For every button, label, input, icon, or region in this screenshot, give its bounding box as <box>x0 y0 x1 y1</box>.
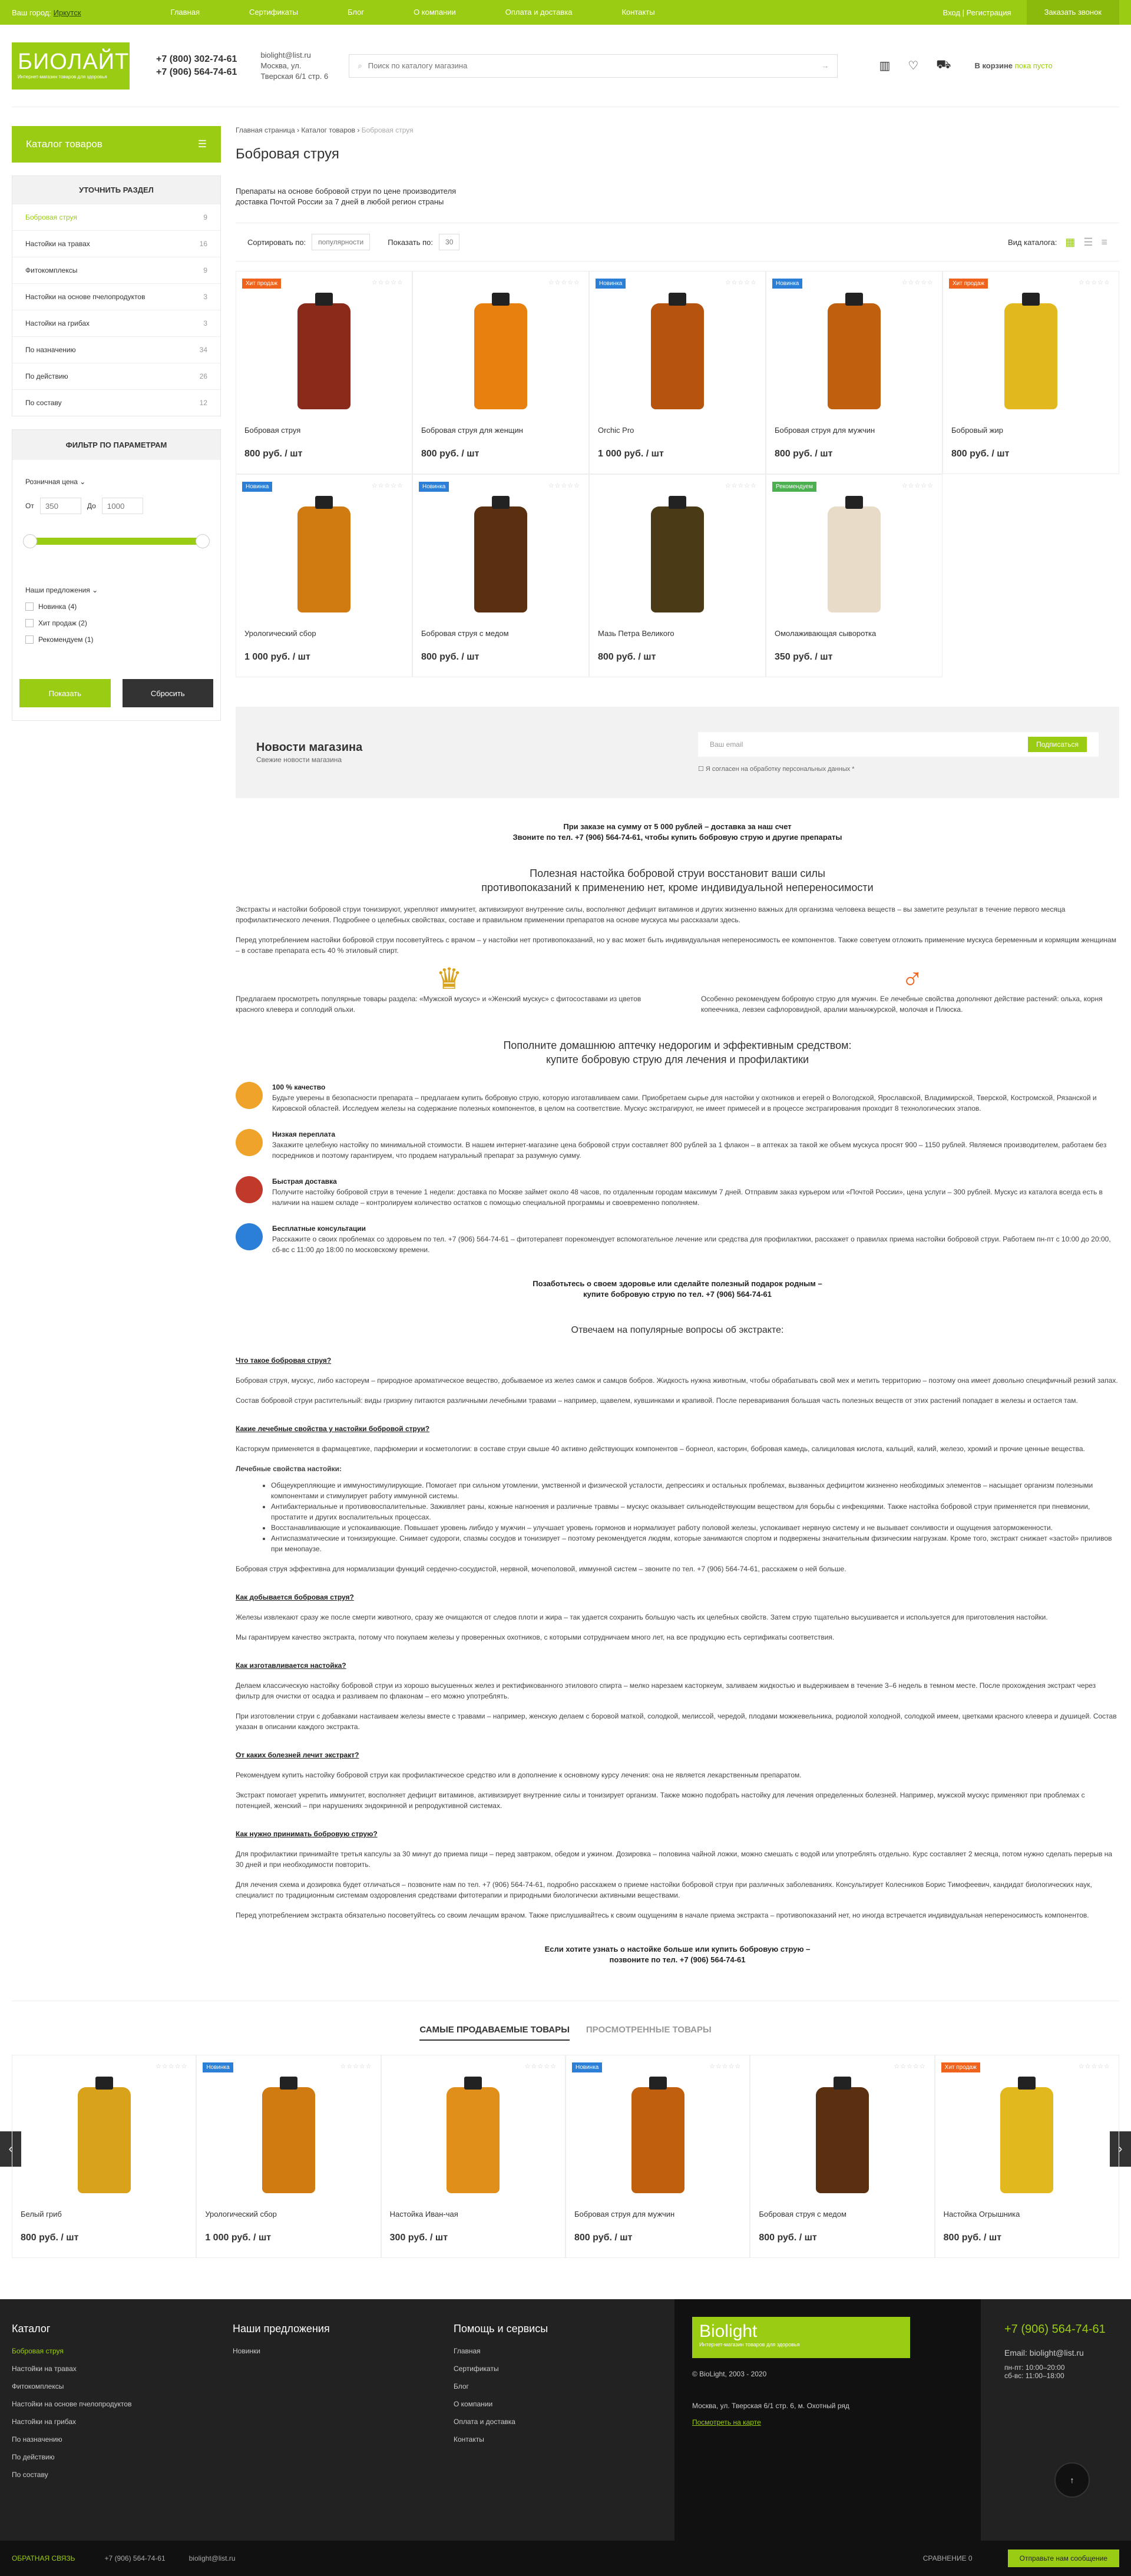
email[interactable]: biolight@list.ru <box>260 50 311 59</box>
header <box>12 25 1119 107</box>
price-slider[interactable] <box>25 538 207 545</box>
nav-home[interactable]: Главная <box>170 8 200 16</box>
nav-certificates[interactable]: Сертификаты <box>249 8 298 16</box>
product-card[interactable] <box>566 2055 750 2258</box>
product-name[interactable]: Бобровая струя для мужчин <box>775 426 875 435</box>
product-name[interactable]: Бобровая струя с медом <box>759 2210 846 2219</box>
login-link[interactable]: Вход | Регистрация <box>943 8 1011 17</box>
filter-title: ФИЛЬТР ПО ПАРАМЕТРАМ <box>12 430 220 460</box>
offers-toggle[interactable]: Наши предложения ⌄ <box>25 586 98 594</box>
product-image[interactable] <box>574 2081 741 2199</box>
rating-stars-icon: ☆☆☆☆☆ <box>371 279 404 286</box>
product-name[interactable]: Orchic Pro <box>598 426 634 435</box>
rating-stars-icon: ☆☆☆☆☆ <box>548 279 580 286</box>
product-price: 800 руб. / шт <box>21 2233 79 2243</box>
address: Москва, ул. Тверская 6/1 стр. 6 <box>260 61 329 81</box>
filter-panel: ФИЛЬТР ПО ПАРАМЕТРАМ Розничная цена ⌄ От 350 До 1000 Наши предложения ⌄ Новинка (4) Хит продаж (2) Рекомендуем (1) Показать Сбросить <box>12 429 221 721</box>
grid-view-icon[interactable]: ▦ <box>1065 236 1076 248</box>
menu-icon: ☰ <box>197 138 207 150</box>
search-icon: ⌕ <box>358 61 362 70</box>
rating-stars-icon: ☆☆☆☆☆ <box>156 2063 188 2070</box>
product-price: 800 руб. / шт <box>421 449 479 459</box>
rating-stars-icon: ☆☆☆☆☆ <box>340 2063 372 2070</box>
sort-select[interactable]: популярности <box>312 234 370 250</box>
footer-contacts: +7 (906) 564-74-61 Email: biolight@list.ru пн-пт: 10:00–20:00 сб-вс: 11:00–18:00 ↑ <box>981 2323 1106 2541</box>
product-price: 800 руб. / шт <box>574 2233 633 2243</box>
compare-button[interactable]: СРАВНЕНИЕ 0 <box>922 2554 973 2562</box>
crown-icon: ♛ <box>436 962 462 995</box>
product-price: 350 руб. / шт <box>775 652 833 662</box>
product-price: 800 руб. / шт <box>421 652 479 662</box>
product-price: 800 руб. / шт <box>951 449 1010 459</box>
carousel-prev-icon[interactable]: ‹ <box>0 2131 21 2167</box>
product-image[interactable] <box>244 297 404 415</box>
footer-email[interactable]: Email: biolight@list.ru <box>1004 2348 1084 2358</box>
slider-handle-min[interactable] <box>23 534 37 548</box>
rating-stars-icon: ☆☆☆☆☆ <box>1078 2063 1110 2070</box>
bottom-bar <box>0 2541 1131 2576</box>
per-page-select[interactable]: 30 <box>439 234 459 250</box>
price-from-input[interactable] <box>40 498 81 514</box>
chevron-down-icon: ⌄ <box>80 478 86 486</box>
product-image[interactable] <box>244 501 404 618</box>
sidebar-item-herbs[interactable]: Настойки на травах 16 <box>12 230 220 257</box>
product-badge: Хит продаж <box>949 279 988 289</box>
city-selector[interactable]: Ваш город: Иркутск <box>12 8 81 17</box>
subscribe-button[interactable]: Подписаться <box>1028 737 1087 752</box>
search-input[interactable] <box>368 61 822 70</box>
tab-bestsellers[interactable]: САМЫЕ ПРОДАВАЕМЫЕ ТОВАРЫ <box>419 2025 570 2041</box>
rating-stars-icon: ☆☆☆☆☆ <box>901 279 934 286</box>
phones <box>156 53 237 79</box>
product-card[interactable] <box>12 2055 196 2258</box>
news-title: Новости магазина <box>256 741 363 754</box>
product-grid <box>236 271 1119 677</box>
page-description: Препараты на основе бобровой струи по цене производителя доставка Почтой России за 7 дней в любой регион страны <box>236 187 457 206</box>
product-name[interactable]: Настойка Огрышника <box>943 2210 1020 2219</box>
product-price: 1 000 руб. / шт <box>244 652 310 662</box>
rating-stars-icon: ☆☆☆☆☆ <box>725 279 757 286</box>
feature-quality: 100 % качество Будьте уверены в безопасности препарата – предлагаем купить бобровую струю, которую изготавливаем сами. Приобретаем сырье для настойки у охотников и егерей о Вологодской, Ярославской, Владимирской, Тверской, Костромской, Рязанской и Кировской областей. Исследуем железы на содержание полезных компонентов, в целом на соответствие. Мускус экстрагируют, не имеет примесей и в процессе экстрагирования проходит 8 технологических этапов. <box>236 1082 1119 1114</box>
product-card[interactable] <box>236 271 412 474</box>
product-card[interactable] <box>589 271 766 474</box>
scroll-up-icon[interactable]: ↑ <box>1054 2462 1090 2498</box>
product-price: 800 руб. / шт <box>943 2233 1002 2243</box>
product-image[interactable] <box>775 297 934 415</box>
email-input[interactable]: Ваш email <box>710 740 743 749</box>
rating-stars-icon: ☆☆☆☆☆ <box>709 2063 742 2070</box>
price-to-input[interactable] <box>102 498 143 514</box>
sidebar-item-action[interactable]: По действию 26 <box>12 363 220 389</box>
product-name[interactable]: Бобровая струя для женщин <box>421 426 523 435</box>
sidebar-item-phyto[interactable]: Фитокомплексы 9 <box>12 257 220 283</box>
price-icon <box>236 1129 263 1156</box>
product-name[interactable]: Бобровый жир <box>951 426 1003 435</box>
rating-stars-icon: ☆☆☆☆☆ <box>371 482 404 489</box>
callback-button[interactable]: Заказать звонок <box>1027 0 1119 25</box>
product-price: 800 руб. / шт <box>244 449 303 459</box>
slider-handle-max[interactable] <box>196 534 210 548</box>
product-image[interactable] <box>598 501 757 618</box>
seo-text: При заказе на сумму от 5 000 рублей – доставка за наш счет Звоните по тел. +7 (906) 564-74-61, чтобы купить бобровую струю и другие препараты Полезная настойка бобровой струи восстановит ваши силы противопоказаний к применению нет, кроме индивидуальной непереносимости Экстракты и настойки бобровой струи тонизируют, укрепляют иммунитет, активизируют внутренние силы, восполняют дефицит витаминов и других жизненно важных для организма человека веществ – вы заметите результат в течение первого месяца профилактического лечения. Подробнее о целебных свойствах, составе и правильном применении препаратов на основе мускуса мы рассказали здесь. Перед употреблением настойки бобровой струи посоветуйтесь с врачом – у настойки нет противопоказаний, но у вас может быть индивидуальная непереносимость ее компонентов. Также советуем отложить применение мускуса беременным и кормящим женщинам – в составе препарата есть 40 % этиловый спирт. ♛ Предлагаем просмотреть популярные товары раздела: «Мужской мускус» и «Женский мускус» с фитосоставами из цветов красного клевера и соплодий ольхи. ♂ Особенно рекомендуем бобровую струю для мужчин. Ее лечебные свойства дополняют действие растений: ольха, корня копеечника, левзеи сафлоровидной, аралии маньчжурской, молочая и Плюска. Пополните домашнюю аптечку недорогим и эффективным средством: купите бобровую струю для лечения и профилактики 100 % качество Будьте уверены в безопасности препарата – предлагаем купить бобровую струю, которую изготавливаем сами. Приобретаем сырье для настойки у охотников и егерей о Вологодской, Ярославской, Владимирской, Тверской, Костромской, Рязанской и Кировской областей. Исследуем железы на содержание полезных компонентов, в целом на соответствие. Мускус экстрагируют, не имеет примесей и в процессе экстрагирования проходит 8 технологических этапов. Низкая переплата Закажите целебную настойку по минимальной стоимости. В нашем интернет-магазине цена бобровой струи составляет 800 рублей за 1 флакон – в аптеках за такой же объем мускуса просят 900 – 1150 рублей. Являемся производителем, работаем без посредников и поэтому гарантируем, что продаем натуральный препарат за разумную сумму. Быстрая доставка Получите настойку бобровой струи в течение 1 недели: доставка по Москве займет около 48 часов, по отдаленным городам максимум 7 дней. Отправим заказ курьером или «Почтой России», цена услуги – 300 рублей. Мускус из каталога всегда есть в наличии на нашем складе – контролируем количество остатков с помощью специальной программы и своевременно пополняем. Бесплатные консультации Расскажите о своих проблемах со здоровьем по тел. +7 (906) 564-74-61 – фитотерапевт порекомендует вспомогательное лечение или средства для профилактики, расскажет о правилах приема настойки бобровой струи. Работаем пн-пт с 10:00 до 20:00, сб-вс с 11:00 до 18:00 по московскому времени. Позаботьтесь о своем здоровье или сделайте полезный подарок родным – купите бобровую струю по тел. +7 (906) 564-74-61 Отвечаем на популярные вопросы об экстракте: Что такое бобровая струя? Бобровая струя, мускус, либо кастореум – природное ароматическое вещество, добываемое из желез самок и самцов бобров. Жидкость нужна животным, чтобы обрабатывать свой мех и метить территорию – поэтому она имеет довольно специфичный резкий запах. Состав бобровой струи растительный: виды гризрину питаются различными лечебными травами – например, щавелем, кувшинками и крапивой. После переваривания большая часть полезных веществ от этих растений попадает в железы и остается там. Какие лечебные свойства у настойки бобровой струи? Касторкум применяется в фармацевтике, парфюмерии и косметологии: в составе струи свыше 40 активно действующих компонентов – борнеол, касторин, бобровая камедь, салициловая кислота, кальций, калий, железо, хромий и прочие ценные вещества. Лечебные свойства настойки: • Общеукрепляющие и иммуностимулирующие. Помогает при сильном утомлении, умственной и физической усталости, депрессиях и остальных проблемах, вызванных дефицитом жизненно необходимых элементов – насыщает организм полезными компонентами и стимулирует работу иммунной системы. • Антибактериальные и противовоспалительные. Заживляет раны, кожные нагноения и различные травмы – мускус оказывает сильнодействующим веществом для борьбы с инфекциями. Также настойка бобровой струи применяется при пневмонии, простатите и других воспалительных процессах. • Восстанавливающие и успокаивающие. Повышает уровень либидо у мужчин – улучшает уровень гормонов и нормализует работу половой железы, успокаивает нервную систему и не вызывает сонливости и ощущения заторможенности. • Антиспазматические и тонизирующие. Снимает судороги, спазмы сосудов и тонизирует – поэтому рекомендуется людям, которые занимаются спортом и подвержены значительным физическим нагрузкам. Кроме того, экстракт снижает «застой» приливов при менопаузе. Бобровая струя эффективна для нормализации функций сердечно-сосудистой, нервной, мочеполовой, иммунной систем – звоните по тел. +7 (906) 564-74-61, расскажем о ней больше. Как добывается бобровая струя? Железы извлекают сразу же после смерти животного, сразу же очищаются от следов плоти и жира – так удается сохранить большую часть их целебных свойств. Затем струю тщательно высушивается и используется для приготовления настойки. Мы гарантируем качество экстракта, потому что покупаем железы у проверенных охотников, с которыми сотрудничаем много лет, на все продукцию есть сертификаты соответствия. Как изготавливается настойка? Делаем классическую настойку бобровой струи из хорошо высушенных желез и ректификованного этилового спирта – мелко нарезаем касторкеум, заливаем жидкостью и выдерживаем в течение 3–6 недель в темном месте. После прохождения экстракт через фильтр для очистки от осадка и разливаем по флаконам – его можно употреблять. При изготовлении струи с добавками настаиваем железы вместе с травами – например, женскую делаем с боровой маткой, солодкой, мелиссой, чередой, плодами можжевельника, родиолой холодной, солодкой имеем, цветками красного клевера и душицей. Состав указан в описании каждого экстракта. От каких болезней лечит экстракт? Рекомендуем купить настойку бобровой струи как профилактическое средство или в дополнение к основному курсу лечения: она не является лекарственным препаратом. Экстракт помогает укрепить иммунитет, восполняет дефицит витаминов, активизирует внутренние силы и тонизирует организм. Также можно подобрать настойку для лечения определенных болезней. Например, мужской мускус применяют при проблемах с потенцией, женский – при нарушениях эндокринной и репродуктивной системах. Как нужно принимать бобровую струю? Для профилактики принимайте третья капсулы за 30 минут до приема пищи – перед завтраком, обедом и ужином. Дозировка – половина чайной ложки, можно смешать с водой или употреблять отдельно. Курс составляет 2 месяца, потом нужно сделать перерыв на 30 дней и при необходимости повторить. Для лечения схема и дозировка будет отличаться – позвоните нам по тел. +7 (906) 564-74-61, подробно расскажем о приеме настойки бобровой струи при различных заболеваниях. Консультирует Колесников Борис Тимофеевич, кандидат биологических наук, специалист по традиционным системам оздоровления средствами фитотерапии и природными биологически активными веществами. Перед употреблением экстракта обязательно посоветуйтесь со своим лечащим врачом. Также прислушивайтесь к своим ощущениям в начале приема экстракта – противопоказаний нет, но иногда встречается индивидуальная непереносимость компонентов. Если хотите узнать о настойке больше или купить бобровую струю – позвоните по тел. +7 (906) 564-74-61 <box>236 822 1119 1965</box>
product-image[interactable] <box>759 2081 925 2199</box>
show-button[interactable]: Показать <box>19 679 111 707</box>
sidebar <box>12 126 221 1965</box>
breadcrumb: Главная страница › Каталог товаров › Бобровая струя <box>236 126 414 134</box>
product-name[interactable]: Урологический сбор <box>205 2210 277 2219</box>
product-image[interactable] <box>421 297 580 415</box>
product-name[interactable]: Мазь Петра Великого <box>598 629 674 638</box>
refine-title: УТОЧНИТЬ РАЗДЕЛ <box>12 176 220 204</box>
feature-consult: Бесплатные консультации Расскажите о своих проблемах со здоровьем по тел. +7 (906) 564-74-61 – фитотерапевт порекомендует вспомогательное лечение или средства для профилактики, расскажет о правилах приема настойки бобровой струи. Работаем пн-пт с 10:00 до 20:00, сб-вс с 11:00 до 18:00 по московскому времени. <box>236 1223 1119 1255</box>
product-card[interactable] <box>196 2055 381 2258</box>
product-card[interactable] <box>766 474 943 677</box>
product-badge: Новинка <box>242 482 272 492</box>
checkbox-recommend[interactable]: Рекомендуем (1) <box>25 635 207 644</box>
product-badge: Новинка <box>203 2062 233 2072</box>
sidebar-item-beaver[interactable]: Бобровая струя 9 <box>12 204 220 230</box>
product-image[interactable] <box>421 501 580 618</box>
product-card[interactable] <box>943 271 1119 474</box>
phone-2[interactable]: +7 (906) 564-74-61 <box>156 67 237 77</box>
product-badge: Хит продаж <box>941 2062 980 2072</box>
delivery-icon <box>236 1176 263 1203</box>
nav-delivery[interactable]: Оплата и доставка <box>505 8 573 16</box>
checkbox-new[interactable]: Новинка (4) <box>25 602 207 611</box>
product-image[interactable] <box>951 297 1110 415</box>
product-name[interactable]: Урологический сбор <box>244 629 316 638</box>
compare-icon[interactable]: ▥ <box>879 59 891 72</box>
product-card[interactable] <box>935 2055 1119 2258</box>
product-price: 800 руб. / шт <box>598 652 656 662</box>
list-view-icon[interactable]: ☰ <box>1083 236 1093 248</box>
nav-about[interactable]: О компании <box>414 8 456 16</box>
product-price: 800 руб. / шт <box>759 2233 817 2243</box>
consult-icon <box>236 1223 263 1250</box>
product-image[interactable] <box>775 501 934 618</box>
top-nav <box>146 0 680 25</box>
table-view-icon[interactable]: ≡ <box>1101 236 1107 248</box>
rating-stars-icon: ☆☆☆☆☆ <box>725 482 757 489</box>
message-button[interactable]: Отправьте нам сообщение <box>1008 2549 1119 2567</box>
product-card[interactable] <box>589 474 766 677</box>
logo[interactable]: БИОЛАЙТ Интернет-магазин товаров для здоровья <box>12 42 130 90</box>
quality-icon <box>236 1082 263 1109</box>
product-price: 800 руб. / шт <box>775 449 833 459</box>
sidebar-item-purpose[interactable]: По назначению 34 <box>12 336 220 363</box>
main-content <box>236 126 1119 1965</box>
product-badge: Рекомендуем <box>772 482 816 492</box>
price-toggle[interactable]: Розничная цена ⌄ <box>25 478 86 486</box>
carousel-next-icon[interactable]: › <box>1110 2131 1131 2167</box>
product-image[interactable] <box>205 2081 372 2199</box>
rating-stars-icon: ☆☆☆☆☆ <box>524 2063 557 2070</box>
sidebar-item-bee[interactable]: Настойки на основе пчелопродуктов 3 <box>12 283 220 310</box>
bottom-phone[interactable]: +7 (906) 564-74-61 <box>104 2554 166 2562</box>
heart-icon[interactable]: ♡ <box>908 59 919 72</box>
product-badge: Хит продаж <box>242 279 281 289</box>
product-badge: Новинка <box>596 279 626 289</box>
product-name[interactable]: Настойка Иван-чая <box>389 2210 458 2219</box>
footer-logo-block: Biolight Интернет-магазин товаров для здоровья © BioLight, 2003 - 2020 Москва, ул. Тверская 6/1 стр. 6, м. Охотный ряд Посмотреть на карте <box>674 2299 981 2541</box>
catalog-button[interactable]: Каталог товаров ☰ <box>12 126 221 163</box>
agree-checkbox[interactable]: ☐ Я согласен на обработку персональных данных * <box>698 766 855 773</box>
map-link[interactable]: Посмотреть на карте <box>692 2418 761 2426</box>
cart-status[interactable]: В корзине пока пусто <box>974 61 1053 70</box>
footer-logo[interactable]: Biolight Интернет-магазин товаров для здоровья <box>692 2317 910 2358</box>
news-subtitle: Свежие новости магазина <box>256 756 342 764</box>
product-name[interactable]: Бобровая струя с медом <box>421 629 509 638</box>
footer-help: Помощь и сервисы Главная Сертификаты Блог О компании Оплата и доставка Контакты <box>454 2323 548 2443</box>
product-image[interactable] <box>598 297 757 415</box>
feature-delivery: Быстрая доставка Получите настойку бобровой струи в течение 1 недели: доставка по Москве займет около 48 часов, по отдаленным городам максимум 7 дней. Отправим заказ курьером или «Почтой России», цена услуги – 300 рублей. Мускус из каталога всегда есть в наличии на нашем складе – контролируем количество остатков с помощью специальной программы и своевременно пополняем. <box>236 1176 1119 1208</box>
product-name[interactable]: Бобровая струя для мужчин <box>574 2210 675 2219</box>
search-box <box>349 54 838 78</box>
reset-button[interactable]: Сбросить <box>123 679 214 707</box>
footer-catalog: Каталог Бобровая струя Настойки на травах Фитокомплексы Настойки на основе пчелопродуктов Настойки на грибах По назначению По действию По составу <box>12 2323 132 2479</box>
product-price: 1 000 руб. / шт <box>598 449 664 459</box>
rating-stars-icon: ☆☆☆☆☆ <box>894 2063 926 2070</box>
product-card[interactable] <box>766 271 943 474</box>
contact-info <box>260 50 331 82</box>
refine-section <box>12 176 221 416</box>
top-bar <box>0 0 1131 25</box>
product-name[interactable]: Бобровая струя <box>244 426 301 435</box>
product-image[interactable] <box>21 2081 187 2199</box>
product-badge: Новинка <box>572 2062 602 2072</box>
arrow-right-icon[interactable]: → <box>821 61 829 70</box>
checkbox-hit[interactable]: Хит продаж (2) <box>25 619 207 627</box>
cart-icon[interactable]: ⛟ <box>936 58 951 71</box>
product-card[interactable] <box>750 2055 934 2258</box>
product-badge: Новинка <box>419 482 449 492</box>
product-price: 300 руб. / шт <box>389 2233 448 2243</box>
product-image[interactable] <box>944 2081 1110 2199</box>
nav-contacts[interactable]: Контакты <box>621 8 655 16</box>
product-card[interactable] <box>381 2055 566 2258</box>
product-card[interactable] <box>412 474 589 677</box>
rating-stars-icon: ☆☆☆☆☆ <box>1078 279 1110 286</box>
product-badge: Новинка <box>772 279 802 289</box>
product-card[interactable] <box>412 271 589 474</box>
rating-stars-icon: ☆☆☆☆☆ <box>548 482 580 489</box>
bottom-email[interactable]: biolight@list.ru <box>188 2554 236 2562</box>
bestseller-carousel <box>8 2055 1123 2258</box>
rating-stars-icon: ☆☆☆☆☆ <box>901 482 934 489</box>
header-icons <box>879 58 951 73</box>
tab-viewed[interactable]: ПРОСМОТРЕННЫЕ ТОВАРЫ <box>586 2025 712 2035</box>
newsletter <box>236 707 1119 798</box>
product-price: 1 000 руб. / шт <box>205 2233 272 2243</box>
sort-bar: Сортировать по: популярности Показать по: 30 Вид каталога: ▦ ☰ ≡ <box>236 223 1119 261</box>
page-title: Бобровая струя <box>236 146 339 162</box>
phone-1[interactable]: +7 (800) 302-74-61 <box>156 54 237 64</box>
feedback-button[interactable]: ОБРАТНАЯ СВЯЗЬ <box>12 2554 75 2562</box>
feature-price: Низкая переплата Закажите целебную настойку по минимальной стоимости. В нашем интернет-магазине цена бобровой струи составляет 800 рублей за 1 флакон – в аптеках за такой же объем мускуса просят 900 – 1150 рублей. Являемся производителем, работаем без посредников и поэтому гарантируем, что продаем натуральный препарат за разумную сумму. <box>236 1129 1119 1161</box>
footer <box>0 2299 1131 2541</box>
chevron-down-icon: ⌄ <box>92 586 98 594</box>
product-name[interactable]: Белый гриб <box>21 2210 62 2219</box>
bestsellers <box>8 2001 1123 2258</box>
footer-phone[interactable]: +7 (906) 564-74-61 <box>1004 2323 1106 2336</box>
product-image[interactable] <box>390 2081 557 2199</box>
male-symbol-icon: ♂ <box>901 962 924 995</box>
sidebar-item-mushrooms[interactable]: Настойки на грибах 3 <box>12 310 220 336</box>
product-card[interactable] <box>236 474 412 677</box>
footer-offers: Наши предложения Новинки <box>233 2323 330 2355</box>
sidebar-item-composition[interactable]: По составу 12 <box>12 389 220 416</box>
product-name[interactable]: Омолаживающая сыворотка <box>775 629 877 638</box>
nav-blog[interactable]: Блог <box>347 8 365 16</box>
